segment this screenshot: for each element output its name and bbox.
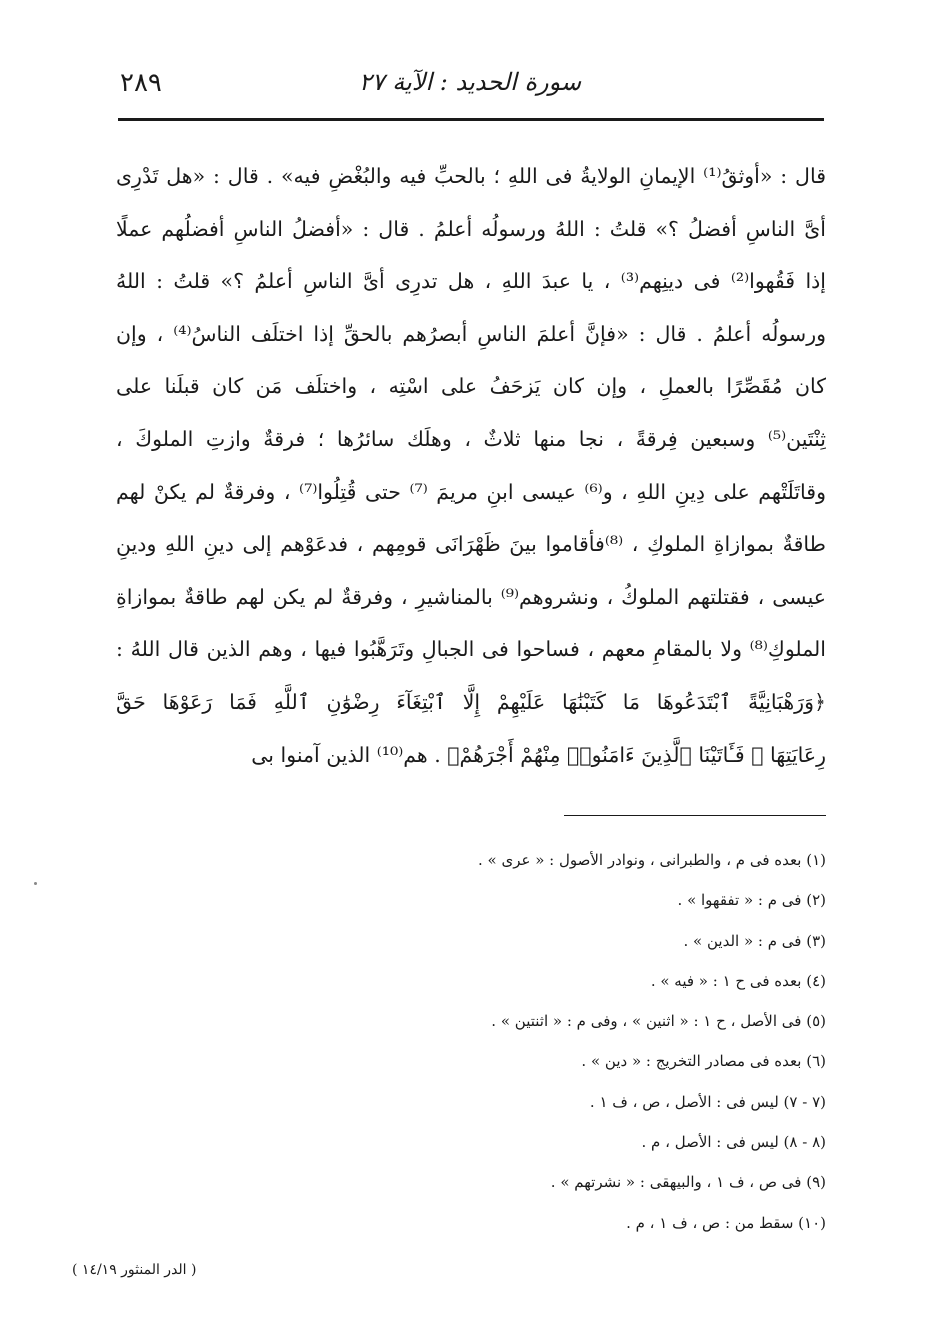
header-rule bbox=[118, 118, 824, 121]
page-number: ٢٨٩ bbox=[120, 68, 162, 98]
text-line: طاقةٌ بموازاةِ الملوكِ ، ⁽⁸⁾فأقاموا بينَ ظَهْرَانَى قومِهم ، فدعَوْهم إلى دينِ اللهِ ودينِ bbox=[116, 532, 826, 557]
footnote-separator bbox=[564, 815, 826, 816]
text-line: الملوكِ⁽⁸⁾ ولا بالمقامِ معهم ، فساحوا فى الجبالِ وتَرَهَّبُوا فيها ، وهم الذين قال اللهُ : bbox=[116, 637, 826, 662]
running-title: سورة الحديد : الآية ٢٧ bbox=[358, 68, 582, 96]
footnote: (٨ - ٨) ليس فى : الأصل ، م . bbox=[641, 1133, 826, 1152]
source-reference: ( الدر المنثور ١٤/١٩ ) bbox=[72, 1262, 197, 1278]
scan-speck bbox=[34, 882, 37, 885]
footnotes bbox=[300, 840, 826, 1243]
footnote: (٥) فى الأصل ، ح ١ : « اثنين » ، وفى م : « اثنتين » . bbox=[491, 1012, 826, 1031]
text-line: إذا فَقُهوا⁽²⁾ فى دينِهم⁽³⁾ ، يا عبدَ اللهِ ، هل تدرِى أىَّ الناسِ أعلمُ ؟» قلتُ : اللهُ bbox=[116, 269, 826, 294]
quran-verse-line: ﴿وَرَهْبَانِيَّةً ٱبْتَدَعُوهَا مَا كَتَبْنَٰهَا عَلَيْهِمْ إِلَّا ٱبْتِغَآءَ رِضْوَٰنِ ٱللَّهِ فَمَا رَعَوْهَا حَقَّ bbox=[116, 689, 826, 714]
text-line: وقاتَلَتْهم على دِينِ اللهِ ، و⁽⁶⁾ عيسى ابنِ مريمَ ⁽⁷⁾ حتى قُتِلُوا⁽⁷⁾ ، وفرقةٌ لم يكنْ لهم bbox=[116, 479, 826, 504]
text-line: أىَّ الناسِ أفضلُ ؟» قلتُ : اللهُ ورسولُه أعلمُ . قال : «أفضلُ الناسِ أفضلُهم عملًا bbox=[116, 216, 826, 241]
footnote: (٦) بعده فى مصادر التخريج : « دين » . bbox=[581, 1052, 826, 1071]
footnote: (٢) فى م : « تفقهوا » . bbox=[677, 891, 826, 910]
footnote: (١٠) سقط من : ص ، ف ١ ، م . bbox=[626, 1213, 826, 1232]
footnote: (٣) فى م : « الدين » . bbox=[683, 931, 826, 950]
text-line: ورسولُه أعلمُ . قال : «فإنَّ أعلمَ الناسِ أبصرُهم بالحقِّ إذا اختلَف الناسُ⁽⁴⁾ ، وإن bbox=[116, 321, 826, 346]
text-line: عيسى ، فقتلتهم الملوكُ ، ونشروهم⁽⁹⁾ بالمناشيرِ ، وفرقةٌ لم يكن لهم طاقةٌ بموازاةِ bbox=[116, 584, 826, 609]
footnote: (٤) بعده فى ح ١ : « فيه » . bbox=[650, 971, 826, 990]
footnote: (٧ - ٧) ليس فى : الأصل ، ص ، ف ١ . bbox=[589, 1092, 826, 1111]
page-header bbox=[120, 68, 820, 108]
text-line: كان مُقَصِّرًا بالعملِ ، وإن كان يَزحَفُ على اسْتِه ، واختلَف مَن كان قبلَنا على bbox=[116, 374, 826, 399]
text-line: قال : «أوثقُ⁽¹⁾ الإيمانِ الولايةُ فى اللهِ ؛ بالحبِّ فيه والبُغْضِ فيه» . قال : «هل تَدْرِى bbox=[116, 164, 826, 188]
footnote: (١) بعده فى م ، والطبرانى ، ونوادر الأصول : « عرى » . bbox=[478, 851, 826, 869]
text-line: ثِنْتَين⁽⁵⁾ وسبعين فِرقةً ، نجا منها ثلاثٌ ، وهلَك سائرُها ؛ فرقةٌ وازتِ الملوكَ ، bbox=[116, 426, 826, 451]
footnote: (٩) فى ص ، ف ١ ، والبيهقى : « نشرتهم » . bbox=[550, 1173, 826, 1192]
main-text bbox=[116, 150, 826, 781]
quran-verse-line: رِعَايَتِهَا ۖ فَـَٔاتَيْنَا ٱلَّذِينَ ءَامَنُوا۟ مِنْهُمْ أَجْرَهُمْ﴾ . هم⁽¹⁰⁾ الذين آمنوا بى bbox=[251, 742, 826, 767]
